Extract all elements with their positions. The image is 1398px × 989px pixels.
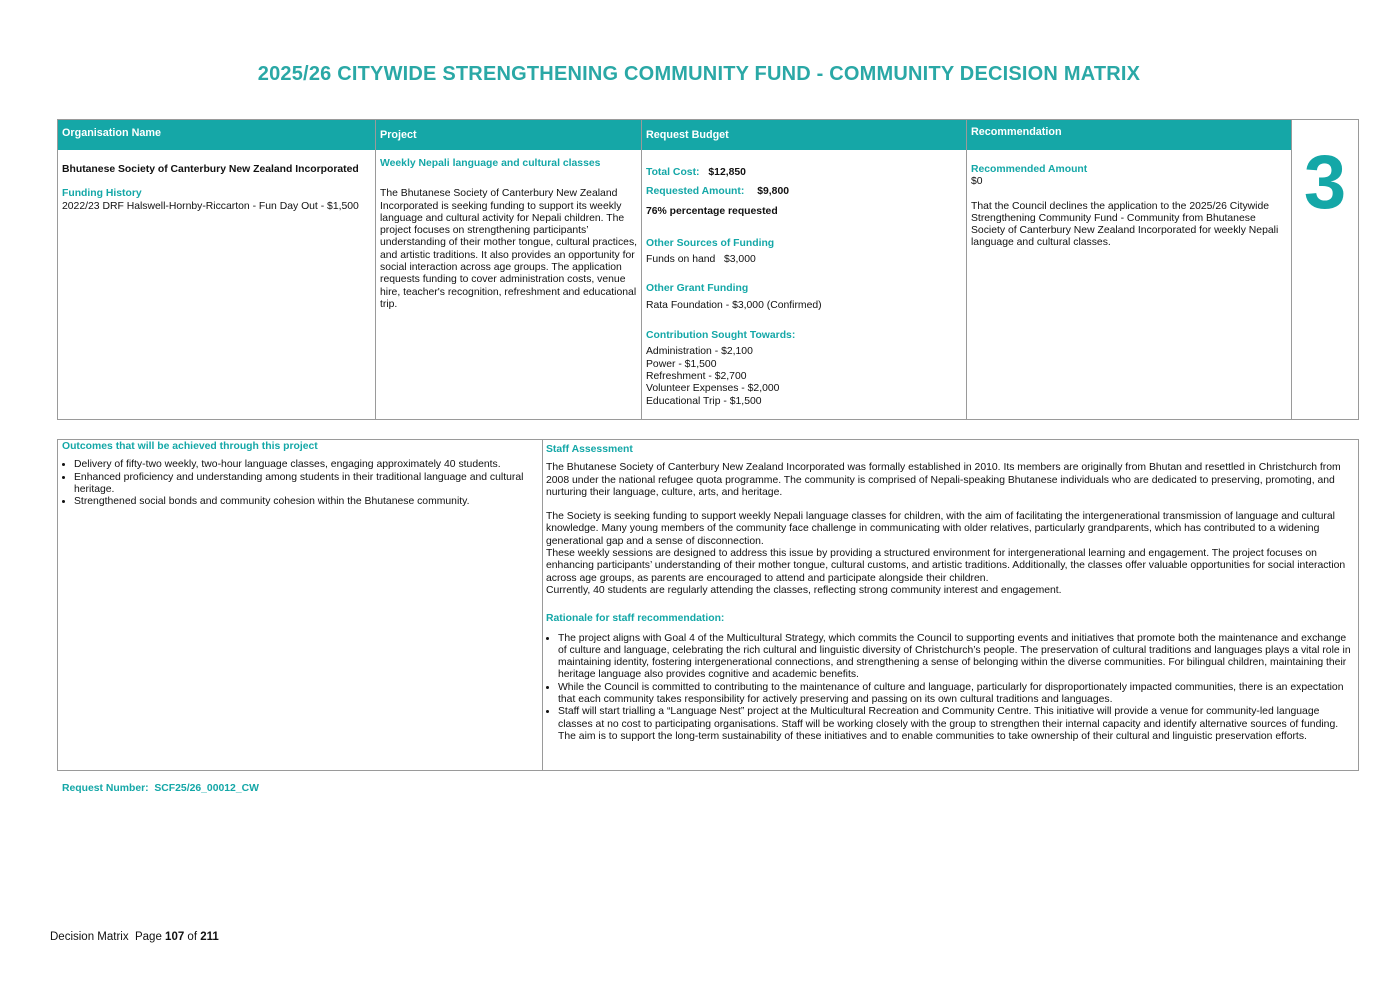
other-grant: Rata Foundation - $3,000 (Confirmed) [646, 299, 822, 311]
contribution-item: Volunteer Expenses - $2,000 [646, 383, 780, 395]
recommended-amount: $0 [971, 176, 983, 188]
requested-amount-label: Requested Amount: [646, 186, 745, 198]
staff-assessment-cell [546, 444, 1354, 743]
project-title: Weekly Nepali language and cultural classes [380, 158, 601, 169]
header-project: Project [380, 129, 417, 141]
footer-prefix: Decision Matrix Page [50, 931, 166, 943]
recommendation-text: That the Council declines the application to the 2025/26 Citywide Strengthening Community Fund - Community from Bhutanese Society of Canterbury New Zealand Incorporated for weekly Nepali language and cultural classes. [971, 200, 1279, 249]
contribution-list [646, 346, 962, 407]
rationale-list [546, 633, 1354, 744]
funding-history: 2022/23 DRF Halswell-Hornby-Riccarton - Fun Day Out - $1,500 [62, 200, 359, 212]
recommended-amount-label: Recommended Amount [971, 164, 1088, 175]
other-grant-label: Other Grant Funding [646, 283, 749, 295]
contribution-item: Refreshment - $2,700 [646, 370, 747, 382]
column-divider [542, 440, 543, 770]
organisation-cell [62, 164, 370, 213]
footer-total: 211 [200, 931, 219, 943]
total-cost-label: Total Cost: [646, 167, 700, 178]
list-item: • Staff will start trialling a “Language Nest” project at the Multicultural Recreation and Community Centre. This initiative will provide a venue for community-led language classes at no cost to participating organisations. Staff will be working closely with the group to strengthen their internal capacity and identify alternative sources of funding. The aim is to support the long-term sustainability of these initiatives and to enable communities to take ownership of their cultural and linguistic preservation efforts. [558, 706, 1354, 743]
list-item: • Delivery of fifty-two weekly, two-hour language classes, engaging approximately 40 students. [74, 459, 537, 471]
recommendation-cell [971, 164, 1286, 250]
request-number: Request Number: SCF25/26_00012_CW [62, 783, 259, 794]
contribution-item: Educational Trip - $1,500 [646, 395, 762, 407]
outcomes-cell [62, 441, 537, 508]
requested-amount-value: $9,800 [757, 186, 789, 198]
contribution-item: Power - $1,500 [646, 358, 717, 370]
rationale-label: Rationale for staff recommendation: [546, 613, 725, 625]
column-divider [966, 120, 967, 419]
page-footer [50, 931, 219, 943]
budget-cell [646, 167, 962, 408]
header-organisation-name: Organisation Name [62, 127, 161, 139]
funding-history-label: Funding History [62, 188, 142, 200]
percentage-requested: 76% percentage requested [646, 205, 778, 217]
list-item: • Enhanced proficiency and understanding among students in their traditional language and cultural heritage. [74, 472, 537, 497]
footer-page: 107 [165, 931, 185, 943]
column-divider [641, 120, 642, 419]
total-cost-row [646, 167, 962, 179]
project-description: The Bhutanese Society of Canterbury New Zealand Incorporated is seeking funding to support its weekly language and cultural activity for Nepali children. The project focuses on strengthening participants’ understanding of their mother tongue, cultural practices, and artistic traditions. It also provides an opportunity for social interaction across age groups. The application requests funding to cover administration costs, venue hire, teacher's recognition, refreshment and educational trip. [380, 188, 638, 310]
list-item: • The project aligns with Goal 4 of the Multicultural Strategy, which commits the Council to supporting events and initiatives that promote both the maintenance and exchange of culture and language, celebrating the rich cultural and linguistic diversity of Christchurch’s people. The preservation of cultural traditions and languages plays a vital role in maintaining identity, fostering intergenerational connections, and strengthening a sense of belonging within the diverse communities. For bilingual children, maintaining their heritage language also provides cognitive and academic benefits. [558, 633, 1354, 682]
organisation-name: Bhutanese Society of Canterbury New Zealand Incorporated [62, 164, 359, 175]
staff-paragraph: The Bhutanese Society of Canterbury New Zealand Incorporated was formally established in 2010. Its members are originally from Bhutan and resettled in Christchurch from 2008 under the national refugee quota programme. The community is comprised of Nepali-speaking Bhutanese individuals who are dedicated to preserving, promoting, and nurturing their language, culture, arts, and heritage. [546, 462, 1341, 498]
other-sources-label: Other Sources of Funding [646, 237, 775, 249]
list-item: • While the Council is committed to contributing to the maintenance of culture and language, particularly for disproportionately impacted communities, there is an expectation that each community takes responsibility for actively preserving and passing on its own cultural traditions and languages. [558, 682, 1354, 707]
contribution-label: Contribution Sought Towards: [646, 330, 796, 342]
list-item: • Strengthened social bonds and community cohesion within the Bhutanese community. [74, 496, 537, 508]
footer-of: of [184, 931, 201, 943]
page-title: 2025/26 CITYWIDE STRENGTHENING COMMUNITY FUND - COMMUNITY DECISION MATRIX [257, 63, 1141, 85]
outcomes-list [62, 459, 537, 508]
requested-amount-row [646, 186, 962, 198]
project-cell [380, 158, 638, 311]
header-recommendation: Recommendation [971, 126, 1062, 138]
staff-paragraph: These weekly sessions are designed to address this issue by providing a structured environment for intergenerational learning and engagement. The project focuses on enhancing participants’ understanding of their mother tongue, cultural customs, and artistic traditions. Additionally, the classes offer valuable opportunities for social interaction across age groups, as parents are encouraged to attend and participate alongside their children. [546, 548, 1346, 584]
total-cost-value: $12,850 [708, 167, 746, 178]
contribution-item: Administration - $2,100 [646, 346, 753, 358]
staff-paragraph: The Society is seeking funding to support weekly Nepali language classes for children, with the aim of facilitating the intergenerational transmission of language and cultural knowledge. Many young members of the community face challenge in communicating with older relatives, particularly grandparents, which has contributed to a widening generational gap and a sense of disconnection. [546, 511, 1335, 547]
funds-on-hand: Funds on hand $3,000 [646, 254, 756, 266]
outcomes-label: Outcomes that will be achieved through this project [62, 441, 318, 452]
rank-number: 3 [1303, 140, 1347, 225]
staff-assessment-label: Staff Assessment [546, 444, 633, 455]
column-divider [375, 120, 376, 419]
header-request-budget: Request Budget [646, 129, 729, 141]
staff-paragraph: Currently, 40 students are regularly attending the classes, reflecting strong community interest and engagement. [546, 584, 1062, 596]
